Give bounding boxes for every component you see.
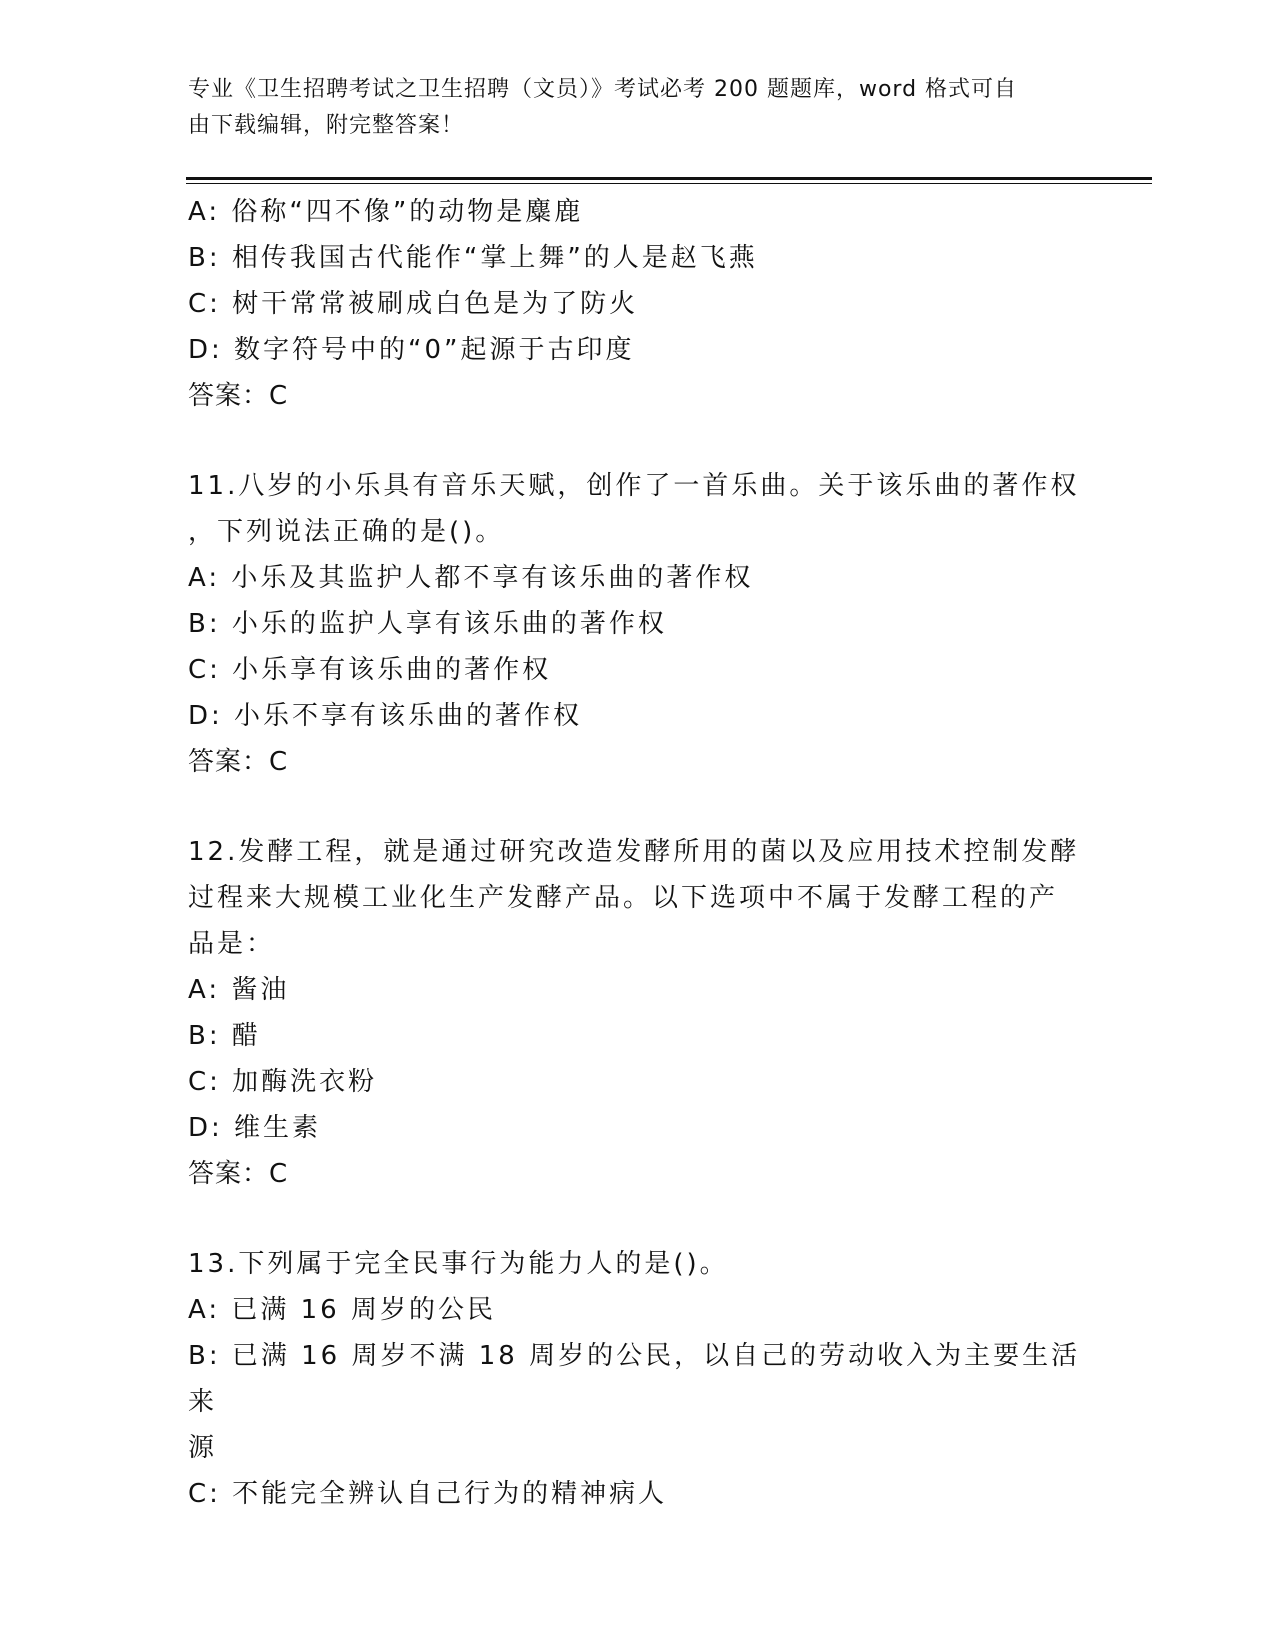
header-rule-thin	[186, 183, 1152, 184]
option-a: A: 俗称“四不像”的动物是麋鹿	[188, 197, 584, 227]
question-10	[188, 189, 1088, 419]
option-c: C: 不能完全辨认自己行为的精神病人	[188, 1479, 668, 1509]
option-d: D: 小乐不享有该乐曲的著作权	[188, 701, 583, 731]
header-line-2: 由下载编辑，附完整答案！	[188, 113, 465, 138]
question-stem-line: 13.下列属于完全民事行为能力人的是()。	[188, 1249, 729, 1279]
option-c: C: 小乐享有该乐曲的著作权	[188, 655, 552, 685]
question-stem-line: ，下列说法正确的是()。	[188, 517, 505, 547]
option-c: C: 树干常常被刷成白色是为了防火	[188, 289, 639, 319]
question-12	[188, 829, 1088, 1197]
question-stem-line: 过程来大规模工业化生产发酵产品。以下选项中不属于发酵工程的产	[188, 883, 1059, 913]
answer-line: 答案：C	[188, 381, 289, 411]
header-rule-thick	[186, 177, 1152, 180]
option-b-continued: 源	[188, 1433, 218, 1463]
question-gap	[188, 1197, 1088, 1241]
document-header	[188, 72, 1068, 144]
option-d: D: 维生素	[188, 1113, 322, 1143]
question-stem-line: 品是：	[188, 929, 276, 959]
option-b: B: 小乐的监护人享有该乐曲的著作权	[188, 609, 667, 639]
question-11	[188, 463, 1088, 785]
option-b: B: 相传我国古代能作“掌上舞”的人是赵飞燕	[188, 243, 758, 273]
option-a: A: 小乐及其监护人都不享有该乐曲的著作权	[188, 563, 754, 593]
option-b: B: 已满 16 周岁不满 18 周岁的公民，以自己的劳动收入为主要生活来	[188, 1341, 1081, 1417]
option-b: B: 醋	[188, 1021, 261, 1051]
question-stem-line: 11.八岁的小乐具有音乐天赋，创作了一首乐曲。关于该乐曲的著作权	[188, 471, 1080, 501]
answer-line: 答案：C	[188, 747, 289, 777]
question-stem-line: 12.发酵工程，就是通过研究改造发酵所用的菌以及应用技术控制发酵	[188, 837, 1080, 867]
option-a: A: 已满 16 周岁的公民	[188, 1295, 496, 1325]
option-d: D: 数字符号中的“0”起源于古印度	[188, 335, 635, 365]
option-a: A: 酱油	[188, 975, 290, 1005]
option-c: C: 加酶洗衣粉	[188, 1067, 378, 1097]
answer-line: 答案：C	[188, 1159, 289, 1189]
header-line-1: 专业《卫生招聘考试之卫生招聘（文员）》考试必考 200 题题库，word 格式可自	[188, 77, 1018, 102]
question-13	[188, 1241, 1088, 1517]
question-gap	[188, 419, 1088, 463]
question-gap	[188, 785, 1088, 829]
question-list	[188, 189, 1088, 1517]
